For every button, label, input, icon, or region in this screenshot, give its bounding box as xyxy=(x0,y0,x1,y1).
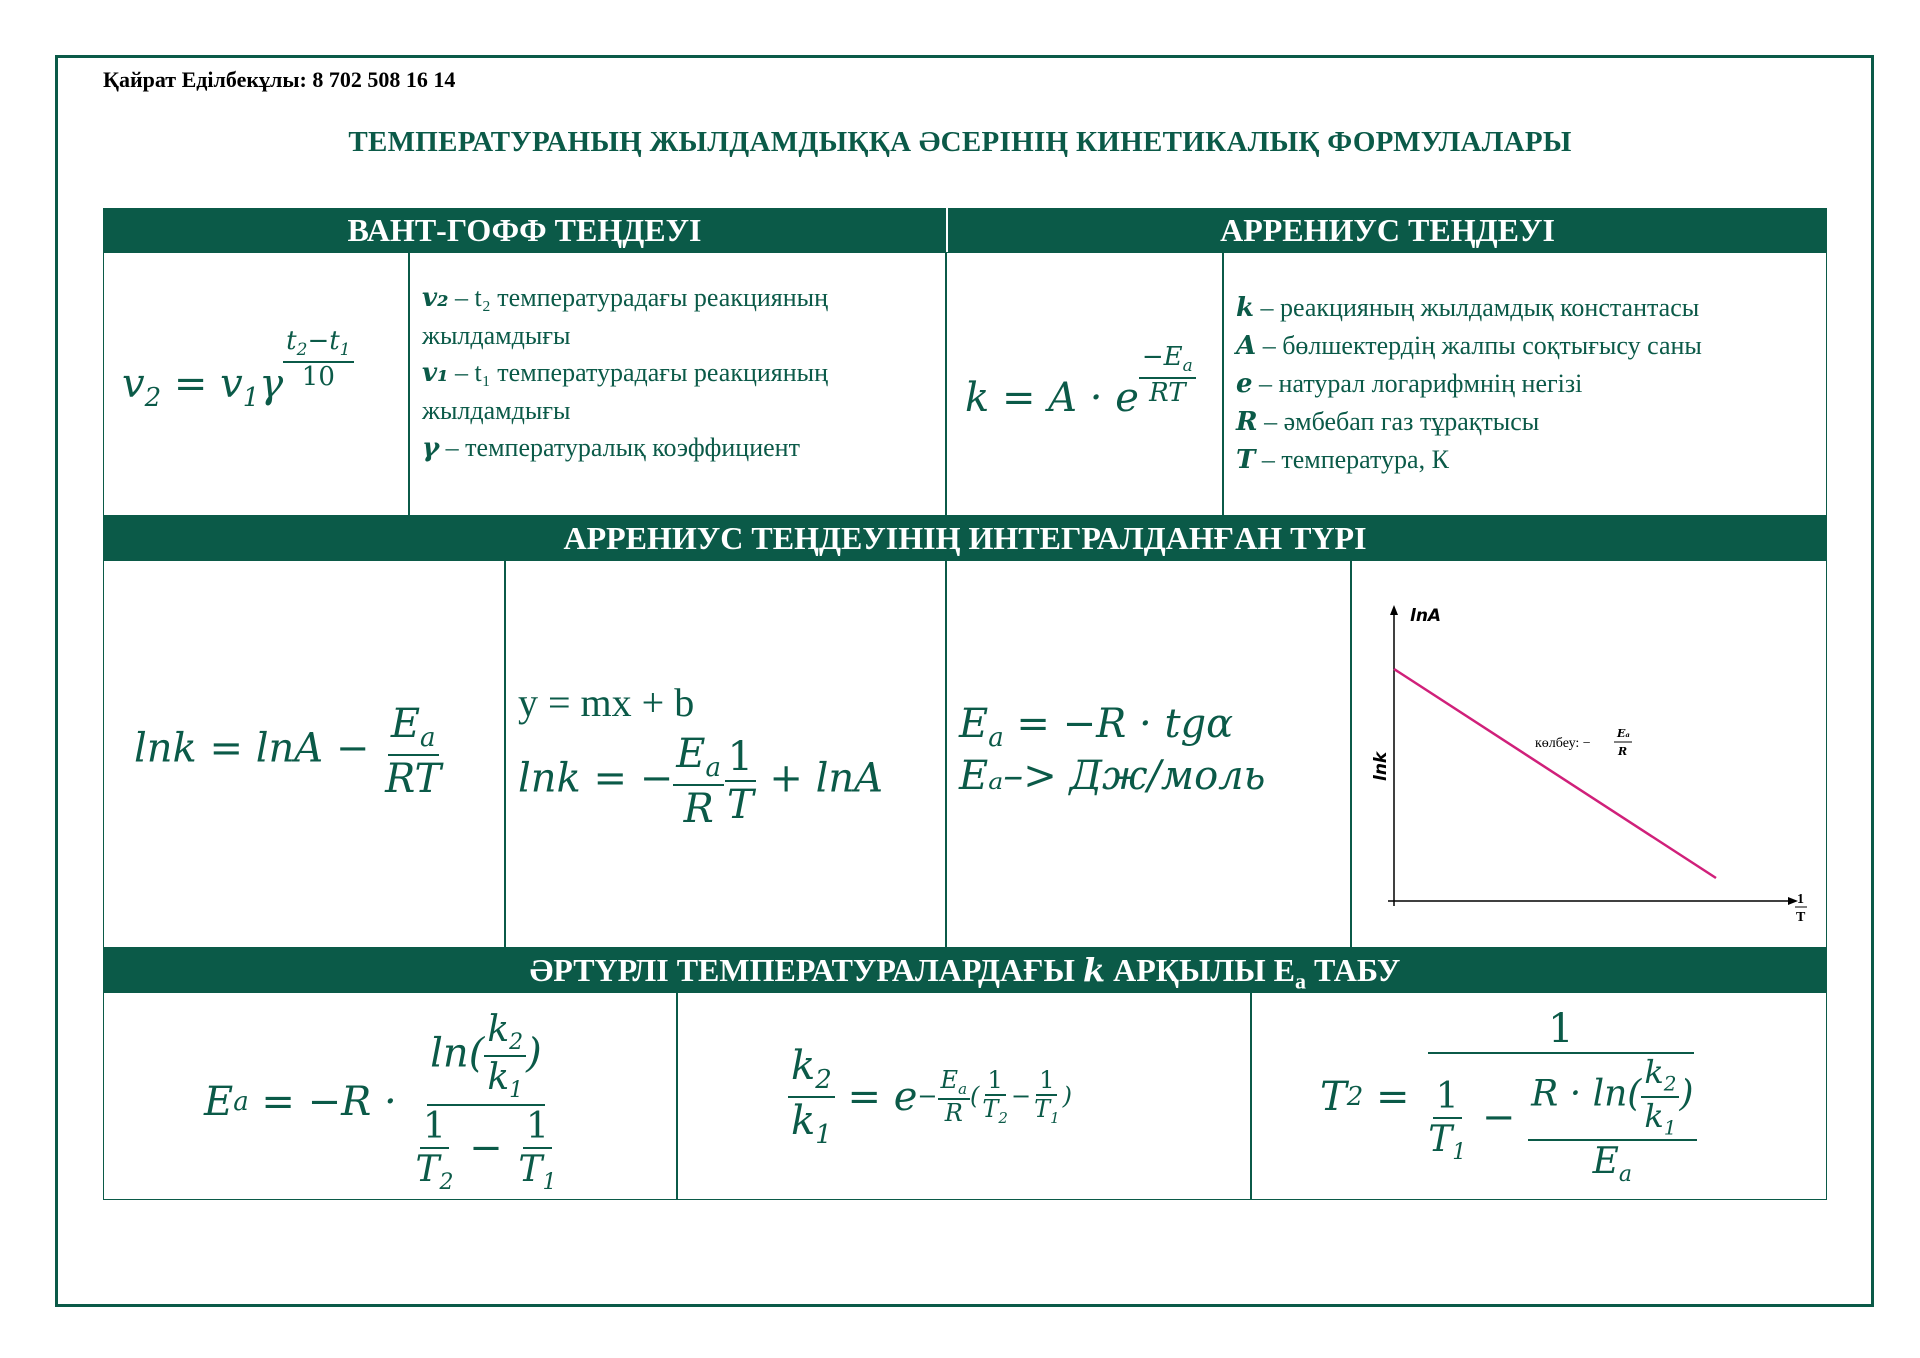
x-axis-label-den: T xyxy=(1796,910,1806,925)
arrhenius-desc-item xyxy=(1236,289,1826,327)
vant-hoff-desc-text: – t₂ температурадағы реакцияның жылдамдығы xyxy=(422,283,829,350)
formula-table xyxy=(103,208,1827,1200)
t2-formula-cell xyxy=(1251,992,1827,1200)
activation-energy-unit: Eₐ–> Дж/моль xyxy=(959,753,1266,799)
vant-hoff-formula-cell xyxy=(103,252,409,516)
y-axis-label: lnA xyxy=(1410,606,1442,626)
regression-line xyxy=(1394,669,1716,878)
vant-hoff-desc-item xyxy=(422,354,937,429)
arrhenius-desc-item xyxy=(1236,403,1826,441)
t2-formula: T 2 = 1 $\frac{1}{T_1}$ − R · ln( $\frac{k_2}{k_1}$ ) $E_a$ xyxy=(1320,997,1700,1197)
vant-hoff-desc-text: – t₁ температурадағы реакцияның жылдамдығы xyxy=(422,358,829,425)
ea-two-temp-formula: E a = −R · ln( $\frac{k_2}{k_1}$ ) $\frac{1}{T_2}$ − $\frac{1}{T_1}$ xyxy=(204,1008,557,1196)
integrated-arrhenius-formula: lnk = lnA − $\frac{E_a}{RT}$ xyxy=(134,701,442,802)
page-title: ТЕМПЕРАТУРАНЫҢ ЖЫЛДАМДЫҚҚА ӘСЕРІНІҢ КИНЕТИКАЛЫҚ ФОРМУЛАЛАРЫ xyxy=(348,126,1572,158)
linear-arrhenius-formula: lnk = − $\frac{E_a}{R}$ $\frac{1}{T}$ + lnA xyxy=(518,731,884,832)
ea-from-k-header: ӘРТҮРЛІ ТЕМПЕРАТУРАЛАРДАҒЫ k АРҚЫЛЫ $E_a$ ТАБУ xyxy=(103,948,1827,992)
arrhenius-desc-text: – натурал логарифмнің негізі xyxy=(1252,369,1583,398)
arrhenius-desc-text: – температура, К xyxy=(1255,445,1449,474)
linear-form-cell xyxy=(505,560,946,948)
arrhenius-formula: k = A · e $^{\frac{-E_a}{RT}}$ xyxy=(965,343,1196,421)
vant-hoff-description xyxy=(422,279,937,467)
ea-formula-cell xyxy=(103,992,677,1200)
slope-label: көлбеу: − xyxy=(1535,736,1591,751)
arrhenius-desc-symbol: R xyxy=(1236,407,1258,437)
integrated-arrhenius-header: АРРЕНИУС ТЕҢДЕУІНІҢ ИНТЕГРАЛДАНҒАН ТҮРІ xyxy=(103,516,1827,560)
vant-hoff-desc-symbol: γ xyxy=(422,433,440,463)
linear-equation: y = mx + b xyxy=(518,680,695,725)
vant-hoff-desc-item xyxy=(422,279,937,354)
vant-hoff-desc-cell xyxy=(409,252,946,516)
arrhenius-desc-item xyxy=(1236,365,1826,403)
y-axis-arrow xyxy=(1390,605,1398,615)
slope-fraction-den: R xyxy=(1618,745,1628,758)
vant-hoff-header: ВАНТ-ГОФФ ТЕҢДЕУІ xyxy=(103,208,946,252)
vant-hoff-desc-item xyxy=(422,429,937,467)
activation-energy-formula: $E_a = -R \cdot tg\alpha$ xyxy=(959,701,1234,753)
arrhenius-desc-symbol: e xyxy=(1236,369,1253,399)
arrhenius-desc-item xyxy=(1236,327,1826,365)
arrhenius-desc-symbol: k xyxy=(1236,293,1255,323)
y-side-label: lnk xyxy=(1371,751,1391,781)
arrhenius-plot xyxy=(1352,561,1828,949)
k-ratio-cell xyxy=(677,992,1251,1200)
arrhenius-desc-cell xyxy=(1223,252,1827,516)
arrhenius-desc-symbol: T xyxy=(1236,445,1256,475)
arrhenius-desc-text: – бөлшектердің жалпы соқтығысу саны xyxy=(1256,331,1702,360)
vant-hoff-formula: $v_2 = v_1\gamma$ $^{\frac{t_2-t_1}{10}}$ xyxy=(122,327,354,413)
slope-fraction-num: Eₐ xyxy=(1617,727,1630,740)
k-ratio-formula: $\frac{k_2}{k_1}$ = e − $\frac{E_a}{R}$ ( $\frac{1}{T_2}$ − $\frac{1}{T_1}$ ) xyxy=(788,1007,1072,1187)
arrhenius-desc-item xyxy=(1236,441,1826,479)
arrhenius-description xyxy=(1236,289,1826,479)
vant-hoff-desc-text: – температуралық коэффициент xyxy=(439,433,800,462)
arrhenius-header: АРРЕНИУС ТЕҢДЕУІ xyxy=(946,208,1827,252)
activation-energy-cell xyxy=(946,560,1351,948)
arrhenius-desc-text: – әмбебап газ тұрақтысы xyxy=(1257,407,1540,436)
author-contact: Қайрат Еділбекұлы: 8 702 508 16 14 xyxy=(103,67,456,92)
arrhenius-desc-text: – реакцияның жылдамдық константасы xyxy=(1254,293,1700,322)
x-axis-label-num: 1 xyxy=(1797,892,1804,907)
arrhenius-formula-cell xyxy=(946,252,1223,516)
arrhenius-desc-symbol: A xyxy=(1236,331,1257,361)
vant-hoff-desc-symbol: v₁ xyxy=(422,358,449,388)
integrated-formula-cell xyxy=(103,560,505,948)
arrhenius-graph-cell xyxy=(1351,560,1827,948)
vant-hoff-desc-symbol: v₂ xyxy=(422,283,449,313)
